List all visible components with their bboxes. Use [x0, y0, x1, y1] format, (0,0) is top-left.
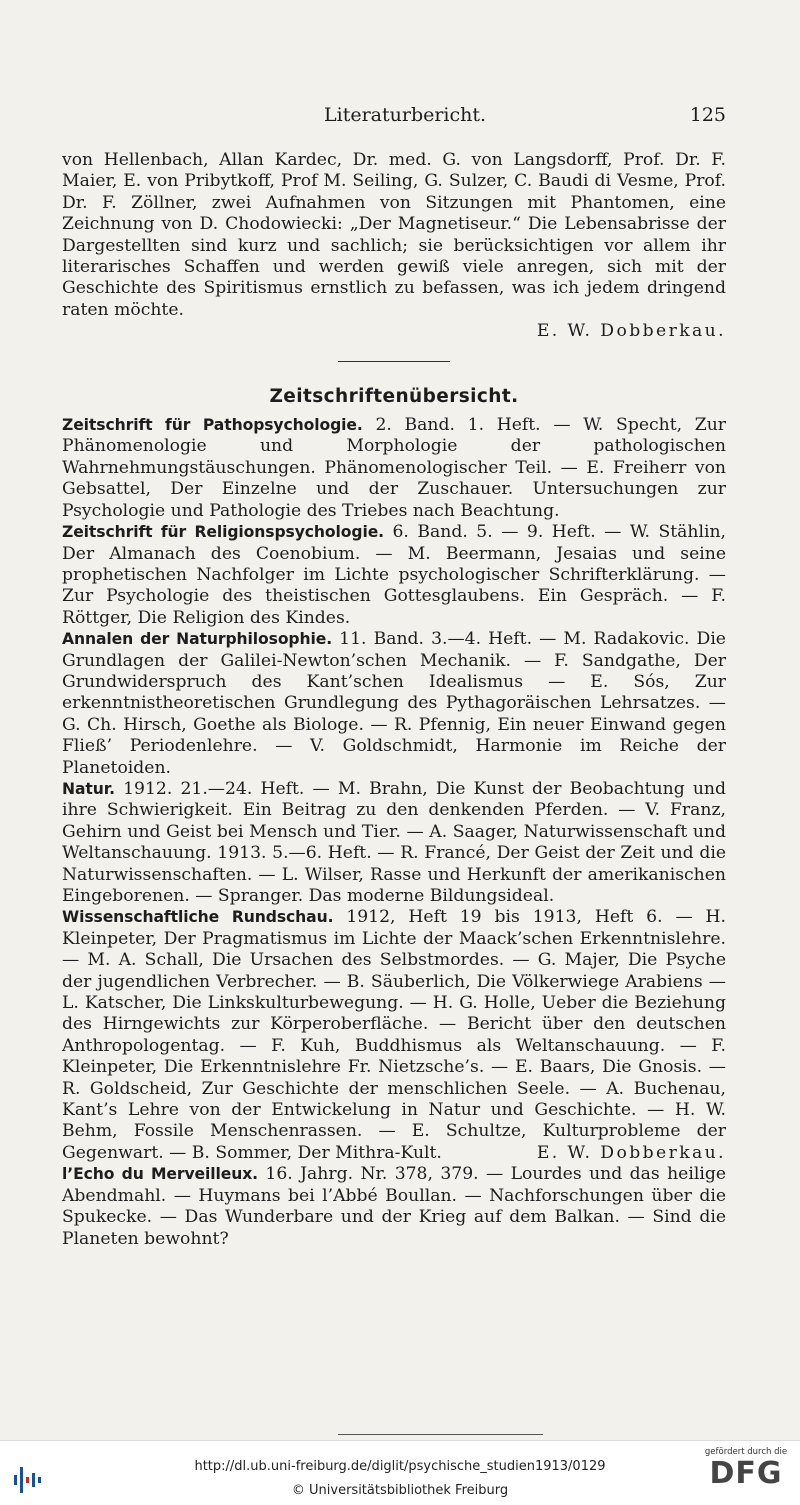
page-number: 125 [689, 104, 726, 126]
viewer-footer [0, 1440, 800, 1505]
permalink-url[interactable]: http://dl.ub.uni-freiburg.de/diglit/psychische_studien1913/0129 [194, 1459, 606, 1474]
journal-title: l’Echo du Merveilleux. [62, 1165, 259, 1184]
journal-title: Natur. [62, 779, 115, 798]
section-title: Zeitschriftenübersicht. [269, 385, 519, 407]
journal-title: Zeitschrift für Religionspsychologie. [62, 523, 384, 542]
journal-title: Annalen der Naturphilosophie. [62, 630, 333, 649]
running-title: Literaturbericht. [324, 104, 487, 126]
journal-contents: 6. Band. 5. — 9. Heft. — W. Stählin, Der Almanach des Coenobium. — M. Beermann, Jesaias und seine prophetischen Nachfolger im Lichte psychologischer Schrifterklärung. — Zur Psychologie des theistischen Gottesglaubens. Ein Gespräch. — F. Röttger, Die Religion des Kindes. [62, 522, 726, 628]
journal-contents: 1912. 21.—24. Heft. — M. Brahn, Die Kunst der Beobachtung und ihre Schwierigkeit. Ein Beitrag zu den denkenden Pferden. — V. Franz, Gehirn und Geist bei Mensch und Tier. — A. Saager, Naturwissenschaft und Weltanschauung. 1913. 5.—6. Heft. — R. Francé, Der Geist der Zeit und die Naturwissenschaften. — L. Wilser, Rasse und Herkunft der amerikanischen Eingeborenen. — Spranger. Das moderne Bildungsideal. [62, 778, 727, 906]
journal-entry [62, 1164, 726, 1250]
dfg-logo [700, 1447, 792, 1501]
journal-contents: 1912, Heft 19 bis 1913, Heft 6. — H. Kleinpeter, Der Pragmatismus im Lichte der Maack’schen Erkenntnislehre. — M. A. Schall, Die Ursachen des Selbstmordes. — G. Majer, Die Psyche der jugendlichen Verbrecher. — B. Säuberlich, Die Völkerwiege Arabiens — L. Katscher, Die Linkskulturbewegung. — H. G. Holle, Ueber die Beziehung des Hirngewichts zur Körperoberfläche. — Bericht über den deutschen Anthropologentag. — F. Kuh, Buddhismus als Weltanschauung. — F. Kleinpeter, Die Erkenntnislehre Fr. Nietzsche’s. — E. Baars, Die Gnosis. — R. Goldscheid, Zur Geschichte der menschlichen Seele. — A. Buchenau, Kant’s Lehre von der Entwickelung in Natur und Geschichte. — H. W. Behm, Fossile Menschenrassen. — E. Schultze, Kulturprobleme der Gegenwart. — B. Sommer, Der Mithra-Kult. [62, 907, 727, 1163]
intro-signature: E. W. Dobberkau. [536, 321, 726, 342]
sponsor-text: gefördert durch die [704, 1447, 788, 1457]
journal-title: Zeitschrift für Pathopsychologie. [62, 416, 363, 435]
copyright-notice: © Universitätsbibliothek Freiburg [291, 1483, 509, 1498]
section-divider [338, 361, 450, 362]
journal-entry [62, 907, 726, 1164]
journal-entry [62, 522, 726, 629]
footer-divider [338, 1434, 543, 1435]
entry-signature: E. W. Dobberkau. [536, 1142, 726, 1163]
journal-title: Wissenschaftliche Rundschau. [62, 908, 334, 927]
journal-entries [62, 415, 726, 1250]
journal-entry [62, 779, 726, 907]
journal-contents: 2. Band. 1. Heft. — W. Specht, Zur Phänomenologie und Morphologie der pathologischen Wahrnehmungstäuschungen. Phänomenologischer Teil. — E. Freiherr von Gebsattel, Der Einzelne und der Zuschauer. Untersuchungen zur Psychologie und Pathologie des Triebes nach Beachtung. [62, 415, 726, 521]
dfg-logo-text: DFG [709, 1456, 783, 1491]
intro-paragraph: von Hellenbach, Allan Kardec, Dr. med. G. von Langsdorff, Prof. Dr. F. Maier, E. von Pribytkoff, Prof M. Seiling, G. Sulzer, C. Baudi di Vesme, Prof. Dr. F. Zöllner, zwei Aufnahmen von Sitzungen mit Phantomen, eine Zeichnung von D. Chodowiecki: „Der Magnetiseur.“ Die Lebensabrisse der Dargestellten sind kurz und sachlich; sie berücksichtigen vor allem ihr literarisches Schaffen und werden gewiß viele anregen, sich mit der Geschichte des Spiritismus ernstlich zu befassen, was ich jedem dringend raten möchte. [62, 150, 726, 320]
page-body [62, 150, 726, 1250]
journal-contents: 11. Band. 3.—4. Heft. — M. Radakovic. Die Grundlagen der Galilei-Newton’schen Mechanik. — F. Sandgathe, Der Grundwiderspruch des Kant’schen Idealismus — E. Sós, Zur erkenntnistheoretischen Grundlegung des Pythagoräischen Lehrsatzes. — G. Ch. Hirsch, Goethe als Biologe. — R. Pfennig, Ein neuer Einwand gegen Fließ’ Periodenlehre. — V. Goldschmidt, Harmonie im Reiche der Planetoiden. [62, 629, 726, 778]
journal-contents: 16. Jahrg. Nr. 378, 379. — Lourdes und das heilige Abendmahl. — Huymans bei l’Abbé Boullan. — Nachforschungen über die Spukecke. — Das Wunderbare und der Krieg auf dem Balkan. — Sind die Planeten bewohnt? [62, 1164, 726, 1249]
journal-entry [62, 629, 726, 779]
journal-entry [62, 415, 726, 522]
page-header [62, 104, 726, 134]
